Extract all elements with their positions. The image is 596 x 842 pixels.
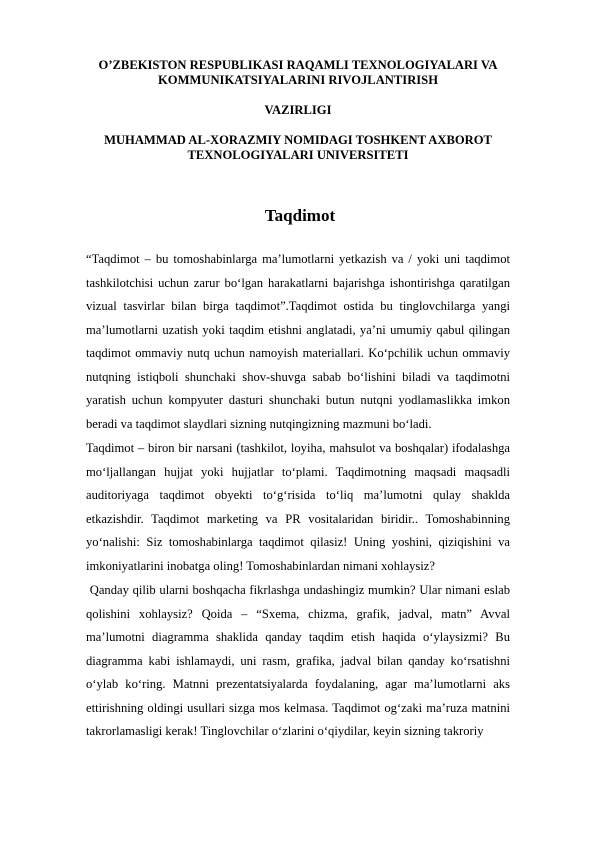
university-name: MUHAMMAD AL-XORAZMIY NOMIDAGI TOSHKENT AXBOROT TEXNOLOGIYALARI UNIVERSITETI: [104, 133, 492, 162]
document-title: Taqdimot: [264, 206, 336, 225]
ministry-suffix: VAZIRLIGI: [264, 103, 332, 117]
document-header: [70, 58, 526, 163]
paragraph-1: “Taqdimot – bu tomoshabinlarga ma’lumotlarni yetkazish va / yoki uni taqdimot tashkilotchisi uchun zarur bo‘lgan harakatlarni bajarishga ishontirishga qaratilgan vizual tasvirlar bilan birga taqdimot”.Taqdimot ostida bu tinglovchilarga yangi ma’lumotlarni uzatish yoki taqdim etishni anglatadi, ya’ni umumiy qabul qilingan taqdimot ommaviy nutq uchun namoyish materiallari. Ko‘pchilik uchun ommaviy nutqning istiqboli shunchaki shov-shuvga sabab bo‘lishini biladi va taqdimotni yaratish uchun kompyuter dasturi shunchaki butun nutqni yodlamaslikka imkon beradi va taqdimot slaydlari sizning nutqingizning mazmuni bo‘ladi.: [86, 252, 510, 431]
paragraph-2: Taqdimot – biron bir narsani (tashkilot, loyiha, mahsulot va boshqalar) ifodalashga mo‘ljallangan hujjat yoki hujjatlar to‘plami. Taqdimotning maqsadi maqsadli auditoriyaga taqdimot obyekti to‘g‘risida to‘liq ma’lumotni qulay shaklda etkazishdir. Taqdimot marketing va PR vositalaridan biridir.. Tomoshabinning yo‘nalishi: Siz tomoshabinlarga taqdimot qilasiz! Uning yoshini, qiziqishini va imkoniyatlarini inobatga oling! Tomoshabinlardan nimani xohlaysiz?: [86, 441, 510, 573]
ministry-name: O’ZBEKISTON RESPUBLIKASI RAQAMLI TEXNOLOGIYALARI VA KOMMUNIKATSIYALARINI RIVOJLANTIRISH: [98, 58, 498, 87]
paragraph-3: Qanday qilib ularni boshqacha fikrlashga undashingiz mumkin? Ular nimani eslab qolishini xohlaysiz? Qoida – “Sxema, chizma, grafik, jadval, matn” Avval ma’lumotni diagramma shaklida qanday taqdim etish haqida o‘ylaysizmi? Bu diagramma kabi ishlamaydi, uni rasm, grafika, jadval bilan qanday ko‘rsatishni o‘ylab ko‘ring. Matnni prezentatsiyalarda foydalaning, agar ma’lumotlarni aks ettirishning oldingi usullari sizga mos kelmasa. Taqdimot og‘zaki ma’ruza matnini takrorlamasligi kerak! Tinglovchilar o‘zlarini o‘qiydilar, keyin sizning takroriy: [86, 583, 514, 738]
document-body: [86, 248, 514, 744]
